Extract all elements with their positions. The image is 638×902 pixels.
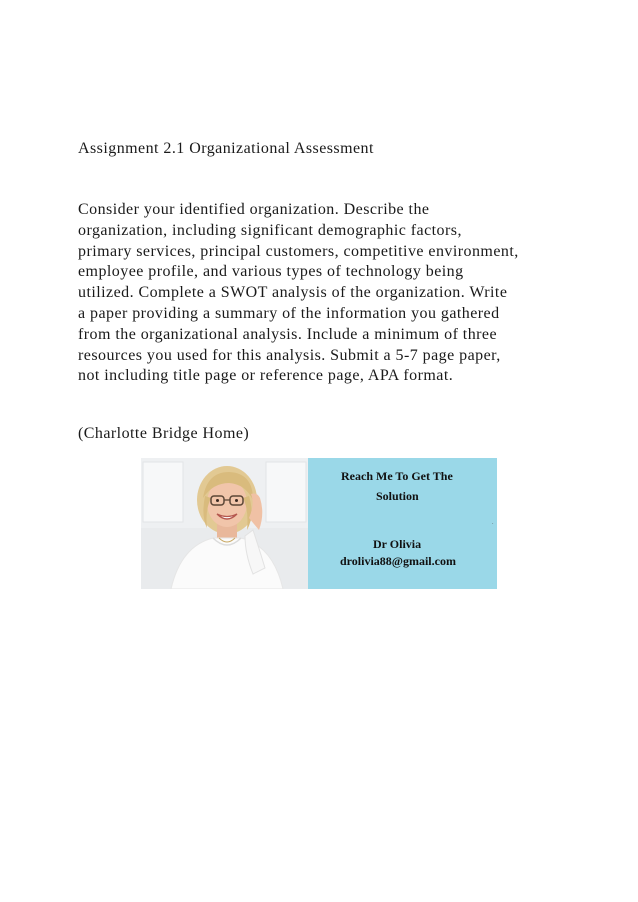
portrait-illustration xyxy=(141,458,308,589)
woman-portrait-photo xyxy=(141,458,308,589)
contact-email: drolivia88@gmail.com xyxy=(340,554,456,568)
description-line: organization, including significant demographic factors, xyxy=(78,221,462,239)
description-line: utilized. Complete a SWOT analysis of the organization. Write xyxy=(78,284,508,302)
description-line: primary services, principal customers, competitive environment, xyxy=(78,242,519,260)
assignment-description xyxy=(78,200,578,387)
decorative-dot: . xyxy=(492,520,494,526)
description-line: from the organizational analysis. Include a minimum of three xyxy=(78,325,498,343)
contact-panel xyxy=(308,458,497,589)
assignment-title: Assignment 2.1 Organizational Assessment xyxy=(78,140,374,157)
description-line: not including title page or reference page, APA format. xyxy=(78,367,454,385)
description-line: employee profile, and various types of technology being xyxy=(78,263,464,281)
description-line: resources you used for this analysis. Submit a 5-7 page paper, xyxy=(78,346,501,364)
description-line: a paper providing a summary of the information you gathered xyxy=(78,304,500,322)
contact-banner xyxy=(141,458,497,589)
banner-headline-line2: Solution xyxy=(376,489,419,503)
organization-name: (Charlotte Bridge Home) xyxy=(78,425,250,442)
contact-name: Dr Olivia xyxy=(373,537,422,551)
banner-headline-line1: Reach Me To Get The xyxy=(341,469,453,483)
description-line: Consider your identified organization. Describe the xyxy=(78,201,430,218)
